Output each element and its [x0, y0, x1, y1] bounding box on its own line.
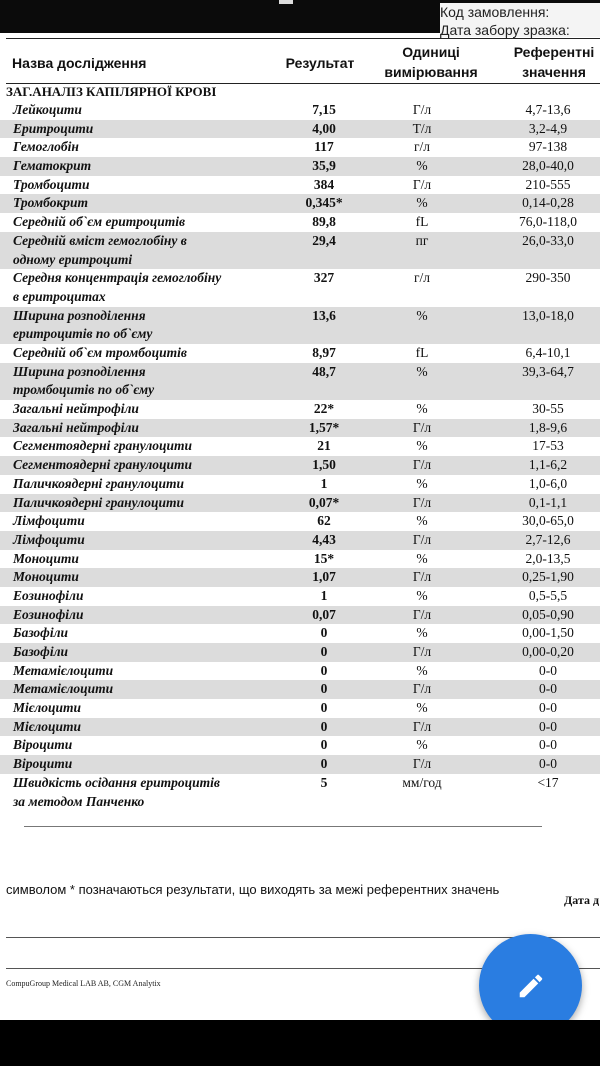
test-name-line1: Середня концентрація гемоглобіну — [13, 270, 222, 286]
test-name — [13, 718, 278, 737]
test-unit: Т/л — [412, 120, 432, 136]
test-result: 117 — [314, 139, 334, 155]
test-result: 1,07 — [312, 569, 336, 585]
table-row — [0, 531, 600, 550]
table-row — [0, 120, 600, 139]
test-name-line1: Гемоглобін — [13, 139, 79, 155]
header-ref-line1: Референтні — [513, 44, 595, 60]
test-result: 0 — [320, 718, 328, 734]
test-name-line2: в еритроцитах — [13, 288, 106, 304]
test-reference: 0-0 — [539, 718, 557, 734]
test-reference: 290-350 — [525, 270, 571, 286]
test-result: 8,97 — [312, 344, 336, 360]
test-result: 0,07 — [312, 606, 336, 622]
test-name — [13, 269, 278, 306]
test-name-line1: Сегментоядерні гранулоцити — [13, 438, 193, 454]
test-reference: 30-55 — [532, 401, 564, 417]
table-header — [6, 38, 600, 84]
test-reference: 6,4-10,1 — [525, 344, 571, 360]
table-row — [0, 550, 600, 569]
test-name-line1: Лейкоцити — [13, 102, 82, 117]
test-unit: % — [416, 475, 428, 491]
test-reference: 0-0 — [539, 737, 557, 753]
header-units-line2: вимірювання — [384, 64, 478, 80]
test-unit: Г/л — [412, 102, 432, 117]
test-name — [13, 774, 278, 811]
test-name — [13, 755, 278, 774]
test-unit: % — [416, 700, 428, 716]
test-unit: % — [416, 513, 428, 529]
test-name — [13, 437, 278, 456]
date-label: Дата д — [564, 893, 600, 907]
test-name-line1: Тромбокрит — [13, 195, 89, 211]
test-reference: 26,0-33,0 — [522, 232, 574, 248]
test-unit: Г/л — [412, 419, 432, 435]
test-unit: % — [416, 587, 428, 603]
test-name-line1: Метамієлоцити — [13, 681, 114, 697]
test-name — [13, 568, 278, 587]
header-reference — [506, 42, 600, 82]
test-name — [13, 680, 278, 699]
test-reference: 3,2-4,9 — [528, 120, 568, 136]
test-unit: Г/л — [412, 457, 432, 473]
table-row — [0, 736, 600, 755]
test-name — [13, 101, 278, 120]
test-result: 62 — [317, 513, 331, 529]
test-reference: 17-53 — [532, 438, 564, 454]
test-name-line1: Еозинофіли — [13, 606, 84, 622]
table-row — [0, 157, 600, 176]
test-result: 1,50 — [312, 457, 336, 473]
test-unit: Г/л — [412, 681, 432, 697]
test-name-line1: Ширина розподілення — [13, 363, 146, 379]
table-row — [0, 213, 600, 232]
test-unit: Г/л — [412, 644, 432, 659]
test-name-line1: Середній вміст гемоглобіну в — [13, 232, 187, 248]
test-name-line1: Мієлоцити — [13, 718, 82, 734]
test-name-line1: Віроцити — [13, 737, 73, 753]
test-name-line2: одному еритроциті — [13, 251, 133, 267]
test-reference: 0-0 — [539, 756, 557, 772]
test-result: 0 — [320, 644, 328, 659]
test-unit: % — [416, 158, 428, 174]
test-name-line2: тромбоцитів по об`єму — [13, 382, 155, 398]
test-name-line1: Метамієлоцити — [13, 662, 114, 678]
table-row — [0, 194, 600, 213]
test-reference: 210-555 — [525, 176, 571, 192]
test-result: 0 — [320, 662, 328, 678]
edit-pencil-icon — [516, 971, 546, 1001]
table-row — [0, 606, 600, 625]
test-reference: 0,14-0,28 — [522, 195, 574, 211]
test-result: 21 — [317, 438, 331, 454]
footer-text: CompuGroup Medical LAB AB, CGM Analytix — [6, 979, 161, 988]
test-result: 0 — [320, 681, 328, 697]
table-row — [0, 680, 600, 699]
test-name — [13, 662, 278, 681]
test-result: 0 — [320, 756, 328, 772]
results-table — [0, 101, 600, 811]
test-name — [13, 157, 278, 176]
test-name — [13, 550, 278, 569]
test-name — [13, 643, 278, 662]
test-reference: <17 — [537, 774, 559, 790]
test-name — [13, 736, 278, 755]
table-row — [0, 400, 600, 419]
test-name — [13, 138, 278, 157]
test-result: 7,15 — [312, 102, 336, 117]
test-reference: 1,1-6,2 — [528, 457, 568, 473]
test-result: 0 — [320, 737, 328, 753]
test-result: 15* — [313, 550, 335, 566]
test-name — [13, 606, 278, 625]
header-name: Назва дослідження — [12, 55, 147, 71]
test-reference: 1,0-6,0 — [528, 475, 568, 491]
table-row — [0, 232, 600, 269]
test-name — [13, 307, 278, 344]
test-name-line1: Паличкоядерні гранулоцити — [13, 475, 184, 491]
table-row — [0, 512, 600, 531]
table-row — [0, 662, 600, 681]
order-info — [440, 3, 600, 37]
test-reference: 39,3-64,7 — [522, 363, 574, 379]
table-row — [0, 699, 600, 718]
test-reference: 30,0-65,0 — [522, 513, 574, 529]
test-result: 22* — [313, 401, 335, 417]
section-title: ЗАГ.АНАЛІЗ КАПІЛЯРНОЇ КРОВІ — [6, 84, 217, 99]
test-name-line1: Моноцити — [13, 569, 79, 585]
test-name-line2: еритроцитів по об`єму — [13, 326, 153, 342]
test-name — [13, 512, 278, 531]
table-end-rule — [24, 826, 542, 827]
test-result: 0,345* — [305, 195, 343, 211]
test-unit: г/л — [413, 139, 431, 155]
test-name — [13, 531, 278, 550]
test-unit: Г/л — [412, 176, 432, 192]
test-name — [13, 419, 278, 438]
test-name — [13, 194, 278, 213]
header-units — [376, 42, 486, 82]
test-unit: Г/л — [412, 718, 432, 734]
test-reference: 0-0 — [539, 700, 557, 716]
test-result: 1,57* — [308, 419, 340, 435]
test-result: 1 — [320, 587, 328, 603]
table-row — [0, 363, 600, 400]
test-result: 35,9 — [312, 158, 336, 174]
test-unit: г/л — [413, 270, 431, 286]
test-name — [13, 232, 278, 269]
footnote: символом * позначаються результати, що виходять за межі референтних значень — [6, 882, 500, 897]
test-name-line1: Моноцити — [13, 550, 79, 566]
test-name-line1: Загальні нейтрофіли — [13, 401, 139, 417]
test-unit: % — [416, 625, 428, 641]
test-unit: % — [416, 307, 428, 323]
test-unit: fL — [415, 344, 429, 360]
test-name-line1: Базофіли — [13, 644, 69, 659]
test-result: 0 — [320, 700, 328, 716]
test-reference: 0-0 — [539, 662, 557, 678]
table-row — [0, 176, 600, 195]
test-name — [13, 176, 278, 195]
table-row — [0, 643, 600, 662]
test-name-line1: Мієлоцити — [13, 700, 82, 716]
test-result: 5 — [320, 774, 328, 790]
test-reference: 76,0-118,0 — [519, 214, 577, 230]
header-units-line1: Одиниці — [402, 44, 460, 60]
test-unit: % — [416, 438, 428, 454]
test-name — [13, 475, 278, 494]
test-name-line1: Лімфоцити — [13, 513, 85, 529]
test-name-line1: Лімфоцити — [13, 531, 85, 547]
test-name-line1: Середній об`єм тромбоцитів — [13, 344, 187, 360]
test-name-line1: Сегментоядерні гранулоцити — [13, 457, 193, 473]
table-row — [0, 437, 600, 456]
test-unit: % — [416, 662, 428, 678]
test-name-line1: Швидкість осідання еритроцитів — [13, 774, 220, 790]
table-row — [0, 101, 600, 120]
test-reference: 2,0-13,5 — [525, 550, 571, 566]
status-bar-indicator — [279, 0, 293, 4]
test-reference: 1,8-9,6 — [528, 419, 568, 435]
table-row — [0, 456, 600, 475]
test-unit: Г/л — [412, 494, 432, 510]
test-reference: 2,7-12,6 — [525, 531, 571, 547]
table-row — [0, 774, 600, 811]
test-name — [13, 456, 278, 475]
table-row — [0, 568, 600, 587]
header-top-rule — [6, 38, 600, 39]
test-name — [13, 120, 278, 139]
test-name — [13, 344, 278, 363]
test-unit: Г/л — [412, 531, 432, 547]
test-unit: % — [416, 737, 428, 753]
test-unit: мм/год — [402, 774, 442, 790]
test-reference: 0-0 — [539, 681, 557, 697]
table-row — [0, 624, 600, 643]
test-name-line1: Віроцити — [13, 756, 73, 772]
test-result: 4,43 — [312, 531, 336, 547]
test-result: 29,4 — [312, 232, 336, 248]
test-unit: % — [416, 363, 428, 379]
table-row — [0, 494, 600, 513]
test-result: 0,07* — [308, 494, 340, 510]
test-unit: fL — [415, 214, 429, 230]
test-unit: Г/л — [412, 756, 432, 772]
test-name-line1: Еозинофіли — [13, 587, 84, 603]
table-row — [0, 269, 600, 306]
test-name-line1: Ширина розподілення — [13, 307, 146, 323]
table-row — [0, 755, 600, 774]
test-name-line1: Еритроцити — [13, 120, 94, 136]
table-row — [0, 718, 600, 737]
test-unit: Г/л — [412, 606, 432, 622]
test-unit: Г/л — [412, 569, 432, 585]
sample-date-label: Дата забору зразка: — [440, 22, 570, 38]
table-row — [0, 344, 600, 363]
test-reference: 0,05-0,90 — [522, 606, 574, 622]
test-unit: пг — [415, 232, 429, 248]
test-result: 48,7 — [312, 363, 336, 379]
test-reference: 0,00-1,50 — [522, 625, 574, 641]
test-result: 1 — [320, 475, 328, 491]
test-name — [13, 363, 278, 400]
test-name — [13, 213, 278, 232]
test-name — [13, 494, 278, 513]
navigation-bar — [0, 1020, 600, 1066]
table-row — [0, 419, 600, 438]
test-name-line1: Гематокрит — [13, 158, 92, 174]
test-reference: 13,0-18,0 — [522, 307, 574, 323]
test-result: 89,8 — [312, 214, 336, 230]
test-unit: % — [416, 195, 428, 211]
test-reference: 0,5-5,5 — [528, 587, 568, 603]
test-reference: 0,25-1,90 — [522, 569, 574, 585]
test-name — [13, 699, 278, 718]
test-name — [13, 624, 278, 643]
test-reference: 4,7-13,6 — [525, 102, 571, 117]
test-reference: 97-138 — [528, 139, 568, 155]
test-result: 0 — [320, 625, 328, 641]
table-row — [0, 138, 600, 157]
order-code-label: Код замовлення: — [440, 4, 550, 20]
table-row — [0, 587, 600, 606]
test-name-line1: Базофіли — [13, 625, 69, 641]
header-ref-line2: значення — [522, 64, 586, 80]
test-reference: 0,1-1,1 — [528, 494, 568, 510]
test-result: 13,6 — [312, 307, 336, 323]
test-name — [13, 587, 278, 606]
test-reference: 0,00-0,20 — [522, 644, 574, 659]
test-reference: 28,0-40,0 — [522, 158, 574, 174]
test-result: 327 — [313, 270, 335, 286]
test-unit: % — [416, 550, 428, 566]
test-name-line1: Паличкоядерні гранулоцити — [13, 494, 184, 510]
test-name — [13, 400, 278, 419]
test-name-line2: за методом Панченко — [13, 793, 145, 809]
test-name-line1: Середній об`єм еритроцитів — [13, 214, 186, 230]
table-row — [0, 307, 600, 344]
test-result: 4,00 — [312, 120, 336, 136]
test-result: 384 — [313, 176, 335, 192]
test-name-line1: Загальні нейтрофіли — [13, 419, 139, 435]
test-name-line1: Тромбоцити — [13, 176, 90, 192]
table-row — [0, 475, 600, 494]
header-result: Результат — [285, 55, 355, 71]
test-unit: % — [416, 401, 428, 417]
